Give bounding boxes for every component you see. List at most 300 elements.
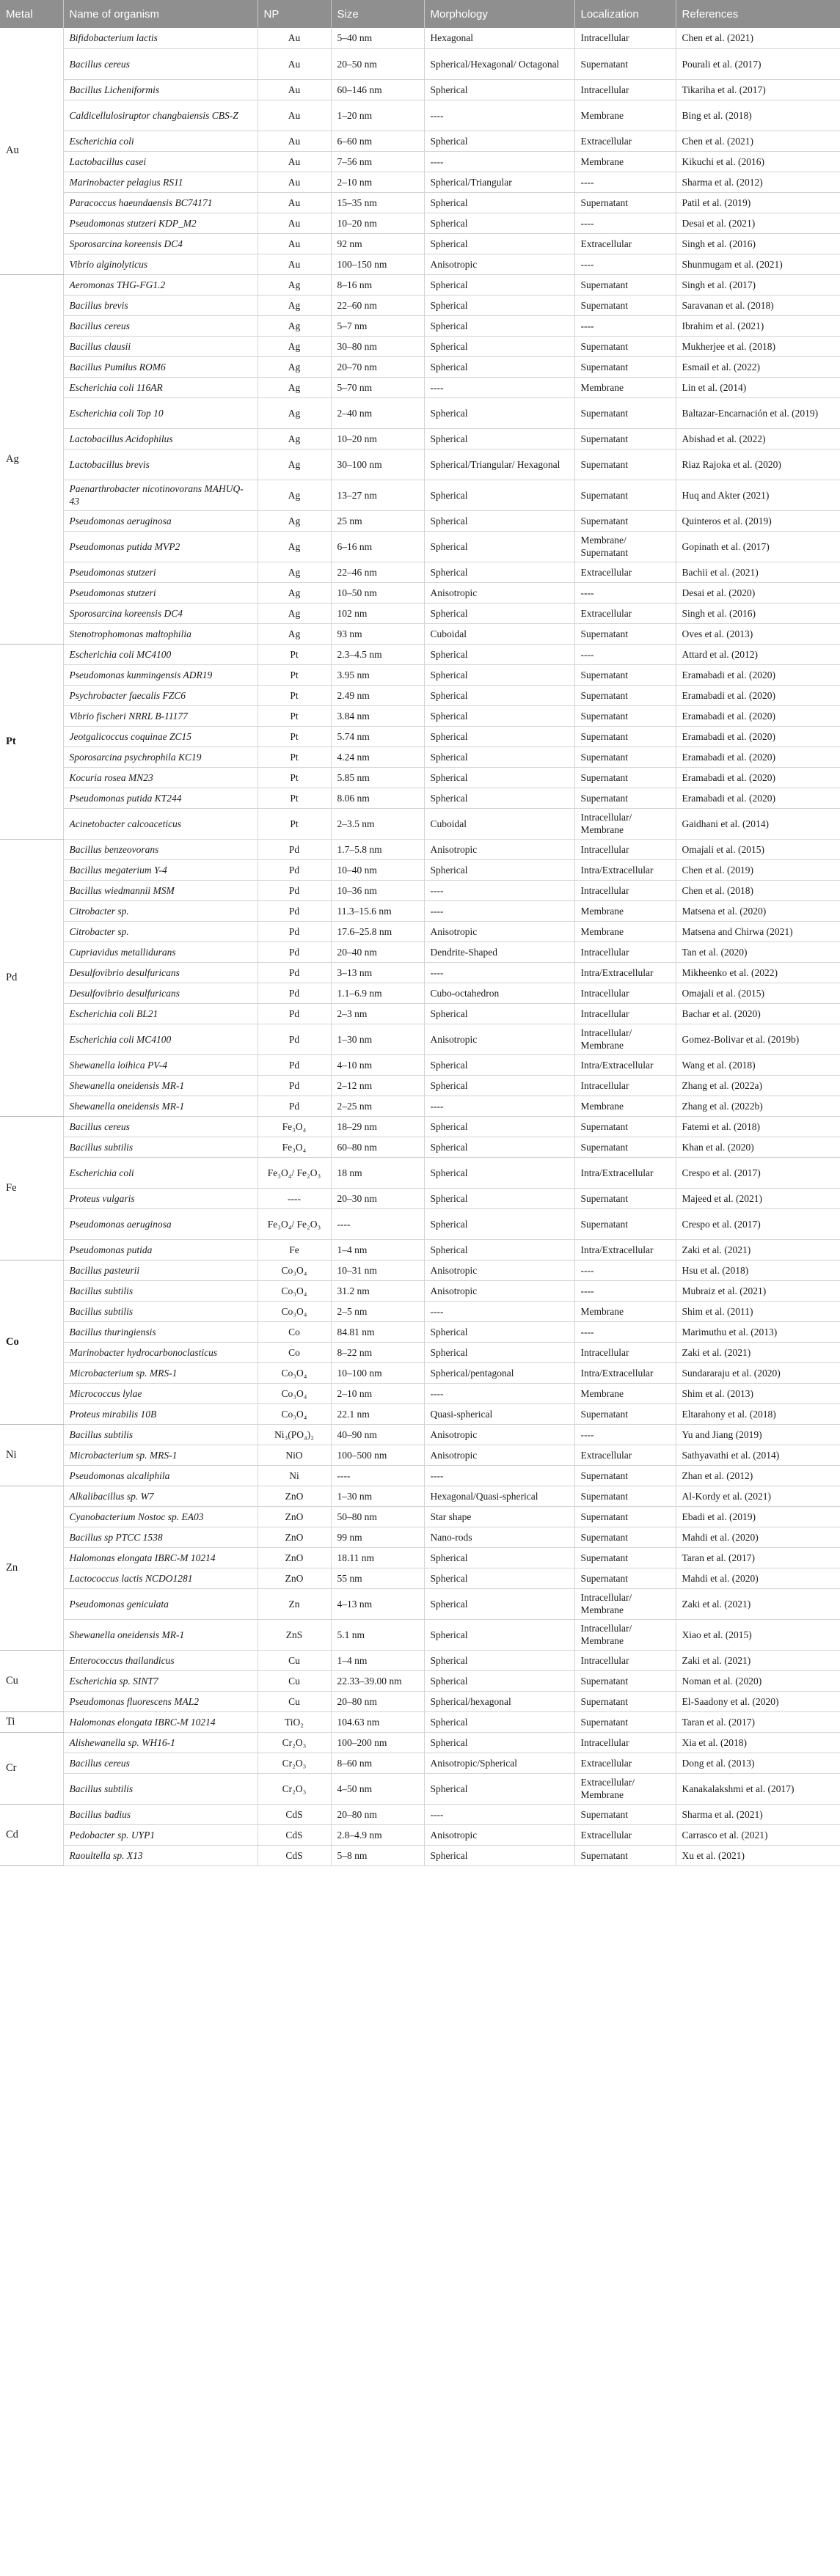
metal-cell: Pt	[0, 644, 63, 839]
size-cell: 18–29 nm	[331, 1116, 424, 1137]
morphology-cell: Spherical/Hexagonal/ Octagonal	[424, 48, 574, 79]
morphology-cell: Spherical	[424, 315, 574, 336]
localization-cell: Intracellular/ Membrane	[574, 1619, 676, 1650]
np-cell: Ag	[258, 582, 331, 603]
table-row	[0, 1137, 840, 1157]
morphology-cell: Cubo-octahedron	[424, 983, 574, 1003]
localization-cell: Supernatant	[574, 1845, 676, 1865]
reference-cell: Taran et al. (2017)	[676, 1547, 840, 1568]
morphology-cell: Cuboidal	[424, 808, 574, 839]
size-cell: 10–20 nm	[331, 213, 424, 233]
organism-cell: Bacillus cereus	[63, 315, 258, 336]
size-cell: 2–3.5 nm	[331, 808, 424, 839]
organism-cell: Lactobacillus Acidophilus	[63, 428, 258, 449]
table-row	[0, 603, 840, 623]
localization-cell: Intracellular	[574, 79, 676, 100]
morphology-cell: Spherical	[424, 336, 574, 356]
np-cell: Co₃O₄	[258, 1280, 331, 1301]
reference-cell: Abishad et al. (2022)	[676, 428, 840, 449]
organism-cell: Acinetobacter calcoaceticus	[63, 808, 258, 839]
size-cell: 1–30 nm	[331, 1024, 424, 1054]
size-cell: 10–36 nm	[331, 880, 424, 900]
organism-cell: Pseudomonas fluorescens MAL2	[63, 1691, 258, 1711]
size-cell: 100–200 nm	[331, 1732, 424, 1753]
np-cell: Pd	[258, 1024, 331, 1054]
organism-cell: Pseudomonas stutzeri KDP_M2	[63, 213, 258, 233]
organism-cell: Desulfovibrio desulfuricans	[63, 983, 258, 1003]
localization-cell: Supernatant	[574, 705, 676, 726]
size-cell: 18 nm	[331, 1157, 424, 1188]
table-row	[0, 213, 840, 233]
np-cell: Pd	[258, 839, 331, 859]
metal-cell: Co	[0, 1260, 63, 1424]
reference-cell: Crespo et al. (2017)	[676, 1157, 840, 1188]
localization-cell: Supernatant	[574, 397, 676, 428]
morphology-cell: Spherical	[424, 213, 574, 233]
np-cell: Pt	[258, 788, 331, 808]
size-cell: 100–150 nm	[331, 254, 424, 274]
morphology-cell: Spherical	[424, 1845, 574, 1865]
size-cell: 2.3–4.5 nm	[331, 644, 424, 664]
size-cell: 8–16 nm	[331, 274, 424, 295]
reference-cell: Xiao et al. (2015)	[676, 1619, 840, 1650]
table-header	[0, 0, 840, 28]
localization-cell: Intra/Extracellular	[574, 859, 676, 880]
table-row	[0, 1342, 840, 1362]
reference-cell: Zhan et al. (2012)	[676, 1465, 840, 1486]
localization-cell: Supernatant	[574, 480, 676, 510]
size-cell: 104.63 nm	[331, 1711, 424, 1732]
np-cell: Cu	[258, 1650, 331, 1670]
table-row	[0, 1239, 840, 1260]
reference-cell: Zaki et al. (2021)	[676, 1239, 840, 1260]
reference-cell: Tikariha et al. (2017)	[676, 79, 840, 100]
localization-cell: Supernatant	[574, 1137, 676, 1157]
morphology-cell: Spherical	[424, 1711, 574, 1732]
reference-cell: Crespo et al. (2017)	[676, 1208, 840, 1239]
localization-cell: Intra/Extracellular	[574, 1362, 676, 1383]
size-cell: 20–80 nm	[331, 1691, 424, 1711]
table-row	[0, 1773, 840, 1804]
organism-cell: Escherichia coli MC4100	[63, 1024, 258, 1054]
reference-cell: Zaki et al. (2021)	[676, 1588, 840, 1619]
table-row	[0, 274, 840, 295]
np-cell: Zn	[258, 1588, 331, 1619]
organism-cell: Stenotrophomonas maltophilia	[63, 623, 258, 644]
np-cell: Fe₃O₄	[258, 1137, 331, 1157]
morphology-cell: Spherical	[424, 233, 574, 254]
organism-cell: Bacillus subtilis	[63, 1280, 258, 1301]
table-row	[0, 510, 840, 531]
table-row	[0, 1527, 840, 1547]
organism-cell: Escherichia coli BL21	[63, 1003, 258, 1024]
metal-cell: Pd	[0, 839, 63, 1116]
reference-cell: Gopinath et al. (2017)	[676, 531, 840, 562]
size-cell: 2–12 nm	[331, 1075, 424, 1096]
np-cell: Ag	[258, 449, 331, 480]
reference-cell: Kanakalakshmi et al. (2017)	[676, 1773, 840, 1804]
table-row	[0, 1445, 840, 1465]
morphology-cell: ----	[424, 100, 574, 131]
size-cell: 5.1 nm	[331, 1619, 424, 1650]
size-cell: 18.11 nm	[331, 1547, 424, 1568]
organism-cell: Jeotgalicoccus coquinae ZC15	[63, 726, 258, 746]
morphology-cell: Anisotropic	[424, 1445, 574, 1465]
size-cell: 3–13 nm	[331, 962, 424, 983]
table-body	[0, 28, 840, 1865]
size-cell: 17.6–25.8 nm	[331, 921, 424, 942]
organism-cell: Micrococcus lylae	[63, 1383, 258, 1403]
np-cell: Pt	[258, 705, 331, 726]
reference-cell: Ebadi et al. (2019)	[676, 1506, 840, 1527]
table-row	[0, 788, 840, 808]
morphology-cell: Anisotropic	[424, 1280, 574, 1301]
np-cell: Co₃O₄	[258, 1301, 331, 1321]
np-cell: Au	[258, 192, 331, 213]
organism-cell: Bacillus subtilis	[63, 1137, 258, 1157]
table-row	[0, 839, 840, 859]
table-row	[0, 1075, 840, 1096]
table-row	[0, 859, 840, 880]
table-row	[0, 1362, 840, 1383]
reference-cell: Taran et al. (2017)	[676, 1711, 840, 1732]
table-row	[0, 1208, 840, 1239]
table-row	[0, 1280, 840, 1301]
reference-cell: Sathyavathi et al. (2014)	[676, 1445, 840, 1465]
localization-cell: Intra/Extracellular	[574, 962, 676, 983]
morphology-cell: ----	[424, 1301, 574, 1321]
np-cell: Cu	[258, 1670, 331, 1691]
size-cell: 15–35 nm	[331, 192, 424, 213]
table-row	[0, 1157, 840, 1188]
localization-cell: Supernatant	[574, 1527, 676, 1547]
np-cell: Co	[258, 1321, 331, 1342]
morphology-cell: Spherical	[424, 1003, 574, 1024]
organism-cell: Bacillus sp PTCC 1538	[63, 1527, 258, 1547]
np-cell: Ag	[258, 356, 331, 377]
organism-cell: Proteus mirabilis 10B	[63, 1403, 258, 1424]
table-row	[0, 377, 840, 397]
size-cell: 3.95 nm	[331, 664, 424, 685]
organism-cell: Pseudomonas alcaliphila	[63, 1465, 258, 1486]
table-row	[0, 685, 840, 705]
morphology-cell: Spherical	[424, 274, 574, 295]
size-cell: 2–10 nm	[331, 172, 424, 192]
size-cell: 1–4 nm	[331, 1650, 424, 1670]
morphology-cell: Spherical/Triangular/ Hexagonal	[424, 449, 574, 480]
reference-cell: Eramabadi et al. (2020)	[676, 767, 840, 788]
size-cell: 5–8 nm	[331, 1845, 424, 1865]
np-cell: NiO	[258, 1445, 331, 1465]
reference-cell: Lin et al. (2014)	[676, 377, 840, 397]
np-cell: Ag	[258, 377, 331, 397]
reference-cell: Singh et al. (2016)	[676, 233, 840, 254]
localization-cell: Membrane	[574, 900, 676, 921]
morphology-cell: ----	[424, 377, 574, 397]
reference-cell: Gomez-Bolivar et al. (2019b)	[676, 1024, 840, 1054]
np-cell: Ag	[258, 428, 331, 449]
organism-cell: Psychrobacter faecalis FZC6	[63, 685, 258, 705]
reference-cell: Huq and Akter (2021)	[676, 480, 840, 510]
size-cell: 20–30 nm	[331, 1188, 424, 1208]
morphology-cell: Spherical	[424, 295, 574, 315]
organism-cell: Desulfovibrio desulfuricans	[63, 962, 258, 983]
organism-cell: Citrobacter sp.	[63, 921, 258, 942]
reference-cell: Eramabadi et al. (2020)	[676, 664, 840, 685]
localization-cell: Intracellular	[574, 1075, 676, 1096]
organism-cell: Lactococcus lactis NCDO1281	[63, 1568, 258, 1588]
metal-cell: Ni	[0, 1424, 63, 1486]
size-cell: 99 nm	[331, 1527, 424, 1547]
np-cell: Pt	[258, 746, 331, 767]
reference-cell: Eramabadi et al. (2020)	[676, 685, 840, 705]
morphology-cell: Spherical	[424, 767, 574, 788]
table-row	[0, 531, 840, 562]
reference-cell: Bing et al. (2018)	[676, 100, 840, 131]
organism-cell: Enterococcus thailandicus	[63, 1650, 258, 1670]
morphology-cell: Spherical	[424, 356, 574, 377]
morphology-cell: Spherical	[424, 1137, 574, 1157]
size-cell: 30–100 nm	[331, 449, 424, 480]
organism-cell: Lactobacillus casei	[63, 151, 258, 172]
size-cell: 50–80 nm	[331, 1506, 424, 1527]
morphology-cell: Spherical	[424, 1116, 574, 1137]
morphology-cell: Spherical	[424, 603, 574, 623]
morphology-cell: Spherical	[424, 1157, 574, 1188]
localization-cell: ----	[574, 315, 676, 336]
reference-cell: Bachar et al. (2020)	[676, 1003, 840, 1024]
np-cell: ZnO	[258, 1527, 331, 1547]
morphology-cell: Quasi-spherical	[424, 1403, 574, 1424]
morphology-cell: Anisotropic	[424, 1024, 574, 1054]
reference-cell: Ibrahim et al. (2021)	[676, 315, 840, 336]
table-row	[0, 1054, 840, 1075]
size-cell: 4–10 nm	[331, 1054, 424, 1075]
np-cell: Ag	[258, 295, 331, 315]
table-row	[0, 48, 840, 79]
localization-cell: ----	[574, 254, 676, 274]
localization-cell: Supernatant	[574, 1465, 676, 1486]
organism-cell: Paracoccus haeundaensis BC74171	[63, 192, 258, 213]
morphology-cell: Spherical	[424, 79, 574, 100]
reference-cell: Singh et al. (2016)	[676, 603, 840, 623]
size-cell: 20–80 nm	[331, 1804, 424, 1824]
size-cell: 92 nm	[331, 233, 424, 254]
np-cell: Pt	[258, 644, 331, 664]
table-row	[0, 1691, 840, 1711]
localization-cell: Intracellular	[574, 839, 676, 859]
morphology-cell: Spherical	[424, 1773, 574, 1804]
localization-cell: Intracellular	[574, 1732, 676, 1753]
localization-cell: Supernatant	[574, 623, 676, 644]
morphology-cell: Cuboidal	[424, 623, 574, 644]
np-cell: Pd	[258, 962, 331, 983]
table-row	[0, 315, 840, 336]
morphology-cell: Spherical	[424, 1732, 574, 1753]
morphology-cell: Spherical	[424, 510, 574, 531]
size-cell: 4–13 nm	[331, 1588, 424, 1619]
reference-cell: Esmail et al. (2022)	[676, 356, 840, 377]
size-cell: 2–10 nm	[331, 1383, 424, 1403]
reference-cell: Tan et al. (2020)	[676, 942, 840, 962]
morphology-cell: Spherical	[424, 1619, 574, 1650]
localization-cell: Membrane	[574, 151, 676, 172]
reference-cell: Hsu et al. (2018)	[676, 1260, 840, 1280]
size-cell: 3.84 nm	[331, 705, 424, 726]
reference-cell: Omajali et al. (2015)	[676, 839, 840, 859]
localization-cell: Supernatant	[574, 746, 676, 767]
header-metal: Metal	[0, 0, 63, 28]
organism-cell: Cyanobacterium Nostoc sp. EA03	[63, 1506, 258, 1527]
morphology-cell: Spherical	[424, 1075, 574, 1096]
np-cell: Pd	[258, 921, 331, 942]
morphology-cell: Spherical	[424, 1188, 574, 1208]
table-row	[0, 562, 840, 582]
morphology-cell: ----	[424, 962, 574, 983]
size-cell: 25 nm	[331, 510, 424, 531]
metal-cell: Au	[0, 28, 63, 274]
table-row	[0, 746, 840, 767]
reference-cell: Singh et al. (2017)	[676, 274, 840, 295]
reference-cell: Chen et al. (2021)	[676, 28, 840, 48]
morphology-cell: Spherical	[424, 131, 574, 151]
reference-cell: Dong et al. (2013)	[676, 1753, 840, 1773]
morphology-cell: Spherical	[424, 192, 574, 213]
np-cell: Pt	[258, 685, 331, 705]
localization-cell: Supernatant	[574, 428, 676, 449]
np-cell: ZnO	[258, 1568, 331, 1588]
size-cell: 11.3–15.6 nm	[331, 900, 424, 921]
localization-cell: Intracellular	[574, 28, 676, 48]
size-cell: 10–20 nm	[331, 428, 424, 449]
localization-cell: Supernatant	[574, 1547, 676, 1568]
np-cell: Pd	[258, 983, 331, 1003]
np-cell: Co	[258, 1342, 331, 1362]
organism-cell: Proteus vulgaris	[63, 1188, 258, 1208]
size-cell: 22–46 nm	[331, 562, 424, 582]
organism-cell: Bacillus Licheniformis	[63, 79, 258, 100]
organism-cell: Sporosarcina psychrophila KC19	[63, 746, 258, 767]
np-cell: Pd	[258, 900, 331, 921]
reference-cell: Saravanan et al. (2018)	[676, 295, 840, 315]
size-cell: 10–40 nm	[331, 859, 424, 880]
reference-cell: Attard et al. (2012)	[676, 644, 840, 664]
reference-cell: Matsena et al. (2020)	[676, 900, 840, 921]
table-row	[0, 1670, 840, 1691]
size-cell: 10–50 nm	[331, 582, 424, 603]
organism-cell: Pseudomonas aeruginosa	[63, 510, 258, 531]
size-cell: 1–4 nm	[331, 1239, 424, 1260]
localization-cell: Extracellular	[574, 1445, 676, 1465]
size-cell: 31.2 nm	[331, 1280, 424, 1301]
localization-cell: Supernatant	[574, 1670, 676, 1691]
organism-cell: Microbacterium sp. MRS-1	[63, 1445, 258, 1465]
reference-cell: Eramabadi et al. (2020)	[676, 746, 840, 767]
table-row	[0, 1003, 840, 1024]
reference-cell: Sundararaju et al. (2020)	[676, 1362, 840, 1383]
morphology-cell: Anisotropic	[424, 921, 574, 942]
organism-cell: Shewanella loihica PV-4	[63, 1054, 258, 1075]
morphology-cell: Spherical	[424, 480, 574, 510]
table-row	[0, 705, 840, 726]
localization-cell: Supernatant	[574, 726, 676, 746]
reference-cell: Noman et al. (2020)	[676, 1670, 840, 1691]
localization-cell: Supernatant	[574, 664, 676, 685]
organism-cell: Bacillus subtilis	[63, 1424, 258, 1445]
morphology-cell: Spherical	[424, 1568, 574, 1588]
morphology-cell: Spherical	[424, 1342, 574, 1362]
header-organism: Name of organism	[63, 0, 258, 28]
morphology-cell: ----	[424, 900, 574, 921]
organism-cell: Bacillus cereus	[63, 48, 258, 79]
organism-cell: Kocuria rosea MN23	[63, 767, 258, 788]
organism-cell: Escherichia coli 116AR	[63, 377, 258, 397]
morphology-cell: Dendrite-Shaped	[424, 942, 574, 962]
organism-cell: Pseudomonas kunmingensis ADR19	[63, 664, 258, 685]
size-cell: 10–31 nm	[331, 1260, 424, 1280]
morphology-cell: Spherical	[424, 1547, 574, 1568]
np-cell: Pd	[258, 942, 331, 962]
organism-cell: Bacillus brevis	[63, 295, 258, 315]
localization-cell: Supernatant	[574, 449, 676, 480]
size-cell: ----	[331, 1208, 424, 1239]
reference-cell: Wang et al. (2018)	[676, 1054, 840, 1075]
reference-cell: Gaidhani et al. (2014)	[676, 808, 840, 839]
organism-cell: Pseudomonas aeruginosa	[63, 1208, 258, 1239]
table-row	[0, 1753, 840, 1773]
table-row	[0, 1845, 840, 1865]
table-row	[0, 1301, 840, 1321]
np-cell: Au	[258, 48, 331, 79]
morphology-cell: Nano-rods	[424, 1527, 574, 1547]
size-cell: 10–100 nm	[331, 1362, 424, 1383]
localization-cell: Supernatant	[574, 336, 676, 356]
organism-cell: Bacillus badius	[63, 1804, 258, 1824]
morphology-cell: Spherical	[424, 397, 574, 428]
localization-cell: Supernatant	[574, 1691, 676, 1711]
np-cell: Co₃O₄	[258, 1260, 331, 1280]
table-row	[0, 254, 840, 274]
size-cell: 84.81 nm	[331, 1321, 424, 1342]
size-cell: 60–146 nm	[331, 79, 424, 100]
np-cell: Au	[258, 254, 331, 274]
reference-cell: Khan et al. (2020)	[676, 1137, 840, 1157]
morphology-cell: Spherical	[424, 1321, 574, 1342]
morphology-cell: Spherical	[424, 1588, 574, 1619]
reference-cell: Matsena and Chirwa (2021)	[676, 921, 840, 942]
morphology-cell: Anisotropic	[424, 582, 574, 603]
morphology-cell: Spherical	[424, 428, 574, 449]
localization-cell: Supernatant	[574, 295, 676, 315]
table-row	[0, 1096, 840, 1116]
table-row	[0, 1650, 840, 1670]
morphology-cell: Spherical	[424, 726, 574, 746]
reference-cell: Chen et al. (2019)	[676, 859, 840, 880]
reference-cell: Riaz Rajoka et al. (2020)	[676, 449, 840, 480]
size-cell: 8.06 nm	[331, 788, 424, 808]
reference-cell: Omajali et al. (2015)	[676, 983, 840, 1003]
localization-cell: ----	[574, 172, 676, 192]
table-row	[0, 1465, 840, 1486]
reference-cell: Mahdi et al. (2020)	[676, 1568, 840, 1588]
localization-cell: Intracellular	[574, 1650, 676, 1670]
localization-cell: Intracellular	[574, 880, 676, 900]
header-references: References	[676, 0, 840, 28]
table-row	[0, 1321, 840, 1342]
reference-cell: El-Saadony et al. (2020)	[676, 1691, 840, 1711]
size-cell: 6–60 nm	[331, 131, 424, 151]
np-cell: Co₃O₄	[258, 1362, 331, 1383]
